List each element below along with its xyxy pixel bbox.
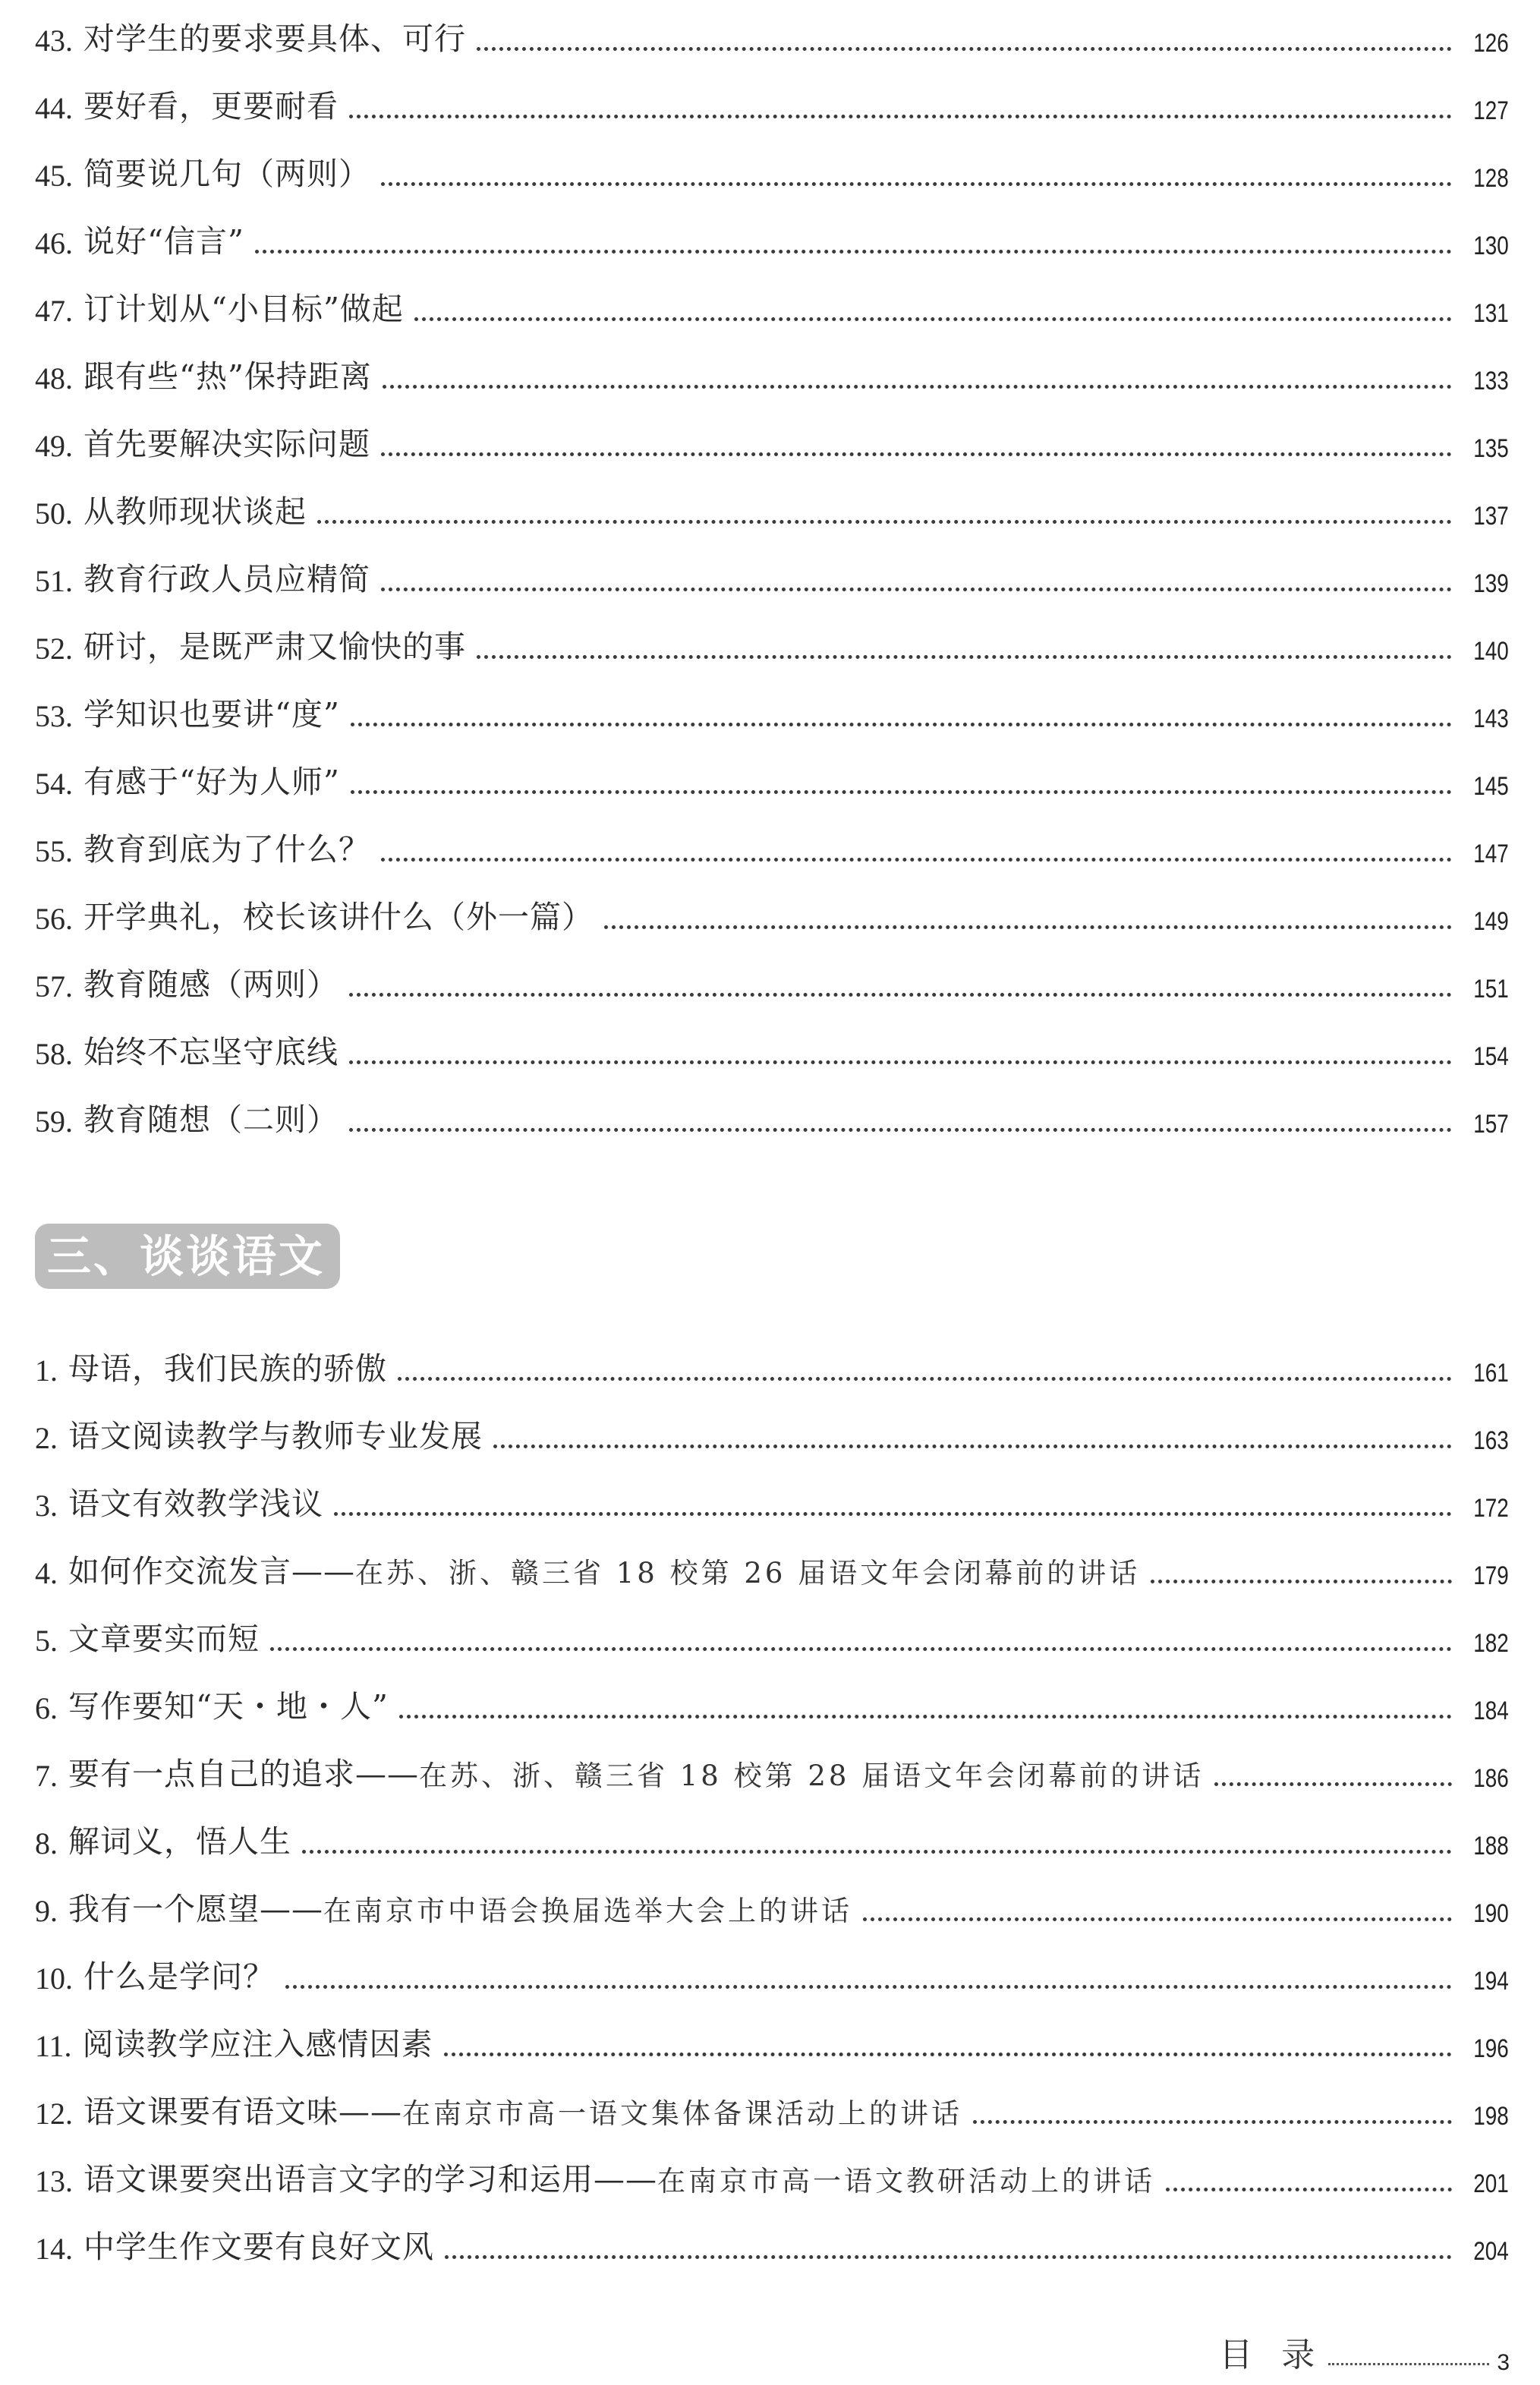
toc-entry-number: 6.	[35, 1691, 58, 1725]
toc-entry-page: 154	[1473, 1042, 1509, 1071]
toc-entry[interactable]	[35, 479, 1509, 547]
footer-dot-leader	[1328, 2363, 1489, 2365]
toc-entry-page: 201	[1473, 2169, 1509, 2198]
toc-entry-page: 128	[1473, 164, 1509, 193]
toc-dot-leader	[285, 1985, 1452, 1989]
toc-entry-page: 172	[1473, 1494, 1509, 1523]
toc-entry-title: 教育行政人员应精简	[83, 561, 370, 597]
toc-entry-page: 126	[1473, 29, 1509, 58]
toc-entry-number: 10.	[35, 1961, 73, 1996]
toc-entry-page: 182	[1473, 1629, 1509, 1658]
toc-dot-leader	[270, 1647, 1452, 1651]
toc-entry-page: 139	[1473, 569, 1509, 598]
toc-entry-title: 对学生的要求要具体、可行	[83, 20, 466, 57]
toc-dot-leader	[477, 655, 1452, 659]
toc-entry-number: 57.	[35, 969, 73, 1003]
toc-dot-leader	[351, 790, 1452, 794]
toc-entry-title: 解词义，悟人生	[68, 1823, 291, 1860]
toc-entry-page: 190	[1473, 1899, 1509, 1928]
toc-entry-number: 5.	[35, 1624, 58, 1658]
toc-entry-title: 中学生作文要有良好文风	[83, 2229, 434, 2265]
toc-dot-leader	[493, 1445, 1452, 1448]
toc-dot-leader	[1151, 1580, 1452, 1583]
toc-dot-leader	[604, 925, 1452, 929]
toc-entry[interactable]	[35, 74, 1509, 141]
toc-entry-title: 母语，我们民族的骄傲	[68, 1350, 387, 1387]
toc-entry-number: 46.	[35, 226, 73, 260]
toc-entry-title: 学知识也要讲“度”	[83, 696, 340, 733]
toc-entry[interactable]	[35, 141, 1509, 209]
toc-entry-title: 我有一个愿望——	[68, 1891, 323, 1927]
toc-entry-number: 52.	[35, 632, 73, 666]
toc-entry-page: 137	[1473, 502, 1509, 531]
toc-entry[interactable]	[35, 2012, 1509, 2079]
toc-dot-leader	[398, 1377, 1452, 1381]
toc-dot-leader	[349, 1128, 1452, 1132]
toc-dot-leader	[381, 588, 1452, 591]
toc-dot-leader	[381, 182, 1452, 186]
toc-dot-leader	[414, 317, 1452, 321]
toc-entry[interactable]	[35, 209, 1509, 276]
toc-dot-leader	[383, 385, 1452, 389]
toc-entry-number: 1.	[35, 1353, 58, 1388]
toc-entry[interactable]	[35, 6, 1509, 74]
toc-entry-number: 44.	[35, 91, 73, 125]
toc-entry-title: 写作要知“天・地・人”	[68, 1688, 389, 1725]
toc-entry-page: 196	[1473, 2034, 1509, 2063]
toc-entry-number: 9.	[35, 1894, 58, 1928]
toc-entry-page: 151	[1473, 975, 1509, 1003]
toc-entry-number: 12.	[35, 2097, 73, 2131]
toc-entry[interactable]	[35, 1741, 1509, 1809]
toc-entry-number: 2.	[35, 1421, 58, 1455]
toc-dot-leader	[477, 47, 1452, 51]
toc-entry-number: 56.	[35, 902, 73, 936]
toc-entry-title: 语文课要有语文味——	[83, 2094, 402, 2130]
toc-dot-leader	[351, 723, 1452, 726]
toc-entry-number: 7.	[35, 1759, 58, 1793]
toc-entry-page: 149	[1473, 907, 1509, 936]
toc-entry-number: 4.	[35, 1556, 58, 1590]
toc-entry-title: 跟有些“热”保持距离	[83, 358, 372, 395]
toc-entry-title: 教育随想（二则）	[83, 1101, 339, 1138]
toc-dot-leader	[1214, 1782, 1452, 1786]
toc-entry[interactable]	[35, 1087, 1509, 1155]
toc-entry-subtitle: 在南京市高一语文集体备课活动上的讲话	[402, 2097, 962, 2130]
toc-entry-page: 143	[1473, 704, 1509, 733]
toc-dot-leader	[381, 452, 1452, 456]
toc-dot-leader	[863, 1917, 1452, 1921]
section-heading: 三、谈谈语文	[35, 1224, 340, 1289]
toc-entry-page: 163	[1473, 1426, 1509, 1455]
toc-entry-title: 阅读教学应注入感情因素	[82, 2026, 433, 2062]
toc-entry[interactable]	[35, 1674, 1509, 1741]
toc-dot-leader	[445, 2255, 1452, 2259]
toc-entry-page: 204	[1473, 2237, 1509, 2266]
toc-dot-leader	[302, 1850, 1452, 1854]
toc-entry-number: 54.	[35, 767, 73, 801]
toc-list-part2	[35, 6, 1509, 1155]
toc-entry-page: 133	[1473, 367, 1509, 395]
toc-entry-title: 文章要实而短	[68, 1621, 260, 1657]
toc-entry-number: 59.	[35, 1104, 73, 1139]
toc-entry-number: 8.	[35, 1826, 58, 1860]
toc-entry-number: 48.	[35, 361, 73, 395]
toc-entry-number: 47.	[35, 294, 73, 328]
toc-entry-number: 14.	[35, 2232, 73, 2266]
toc-dot-leader	[317, 520, 1452, 524]
toc-entry-title: 订计划从“小目标”做起	[83, 291, 404, 327]
toc-entry-title: 语文课要突出语言文字的学习和运用——	[83, 2161, 657, 2198]
footer-page-number: 3	[1497, 2350, 1510, 2375]
toc-entry-number: 51.	[35, 564, 73, 598]
toc-dot-leader	[444, 2053, 1453, 2056]
toc-entry-title: 什么是学问？	[83, 1958, 275, 1995]
toc-entry[interactable]	[35, 1336, 1509, 1404]
toc-entry-title: 有感于“好为人师”	[83, 764, 340, 800]
toc-entry[interactable]	[35, 2147, 1509, 2214]
toc-entry-title: 从教师现状谈起	[83, 493, 307, 530]
toc-entry-title: 说好“信言”	[83, 223, 244, 260]
toc-dot-leader	[334, 1512, 1452, 1516]
toc-entry-page: 198	[1473, 2102, 1509, 2131]
toc-entry[interactable]	[35, 1876, 1509, 1944]
toc-entry-subtitle: 在南京市中语会换届选举大会上的讲话	[323, 1895, 852, 1927]
toc-entry-page: 161	[1473, 1359, 1509, 1388]
toc-entry-title: 开学典礼，校长该讲什么（外一篇）	[83, 899, 594, 935]
toc-entry-title: 教育随感（两则）	[83, 966, 339, 1003]
toc-entry-page: 140	[1473, 637, 1509, 666]
toc-entry[interactable]	[35, 344, 1509, 411]
toc-entry[interactable]	[35, 1404, 1509, 1471]
toc-entry-title: 语文阅读教学与教师专业发展	[68, 1418, 483, 1454]
toc-entry-title: 语文有效教学浅议	[68, 1486, 323, 1522]
toc-entry-number: 53.	[35, 699, 73, 733]
toc-entry-page: 179	[1473, 1561, 1509, 1590]
toc-entry-page: 157	[1473, 1110, 1509, 1139]
toc-entry[interactable]	[35, 1606, 1509, 1674]
toc-entry[interactable]	[35, 1471, 1509, 1539]
toc-entry[interactable]	[35, 276, 1509, 344]
page-footer	[1219, 2330, 1510, 2376]
toc-entry-subtitle: 在苏、浙、赣三省 18 校第 28 届语文年会闭幕前的讲话	[419, 1760, 1205, 1792]
toc-entry[interactable]	[35, 1944, 1509, 2012]
toc-entry-page: 130	[1473, 232, 1509, 260]
toc-entry-page: 186	[1473, 1764, 1509, 1793]
toc-entry-page: 194	[1473, 1967, 1509, 1996]
toc-entry-number: 45.	[35, 159, 73, 193]
toc-dot-leader	[1166, 2188, 1452, 2191]
toc-entry[interactable]	[35, 952, 1509, 1019]
toc-entry-number: 58.	[35, 1037, 73, 1071]
toc-entry[interactable]	[35, 411, 1509, 479]
toc-entry-title: 要有一点自己的追求——	[68, 1756, 419, 1792]
toc-entry-title: 首先要解决实际问题	[83, 426, 370, 462]
toc-entry-page: 131	[1473, 299, 1509, 328]
toc-entry-number: 50.	[35, 496, 73, 531]
toc-dot-leader	[399, 1715, 1452, 1719]
toc-dot-leader	[349, 1060, 1452, 1064]
toc-entry-subtitle: 在苏、浙、赣三省 18 校第 26 届语文年会闭幕前的讲话	[355, 1557, 1141, 1589]
toc-entry-number: 55.	[35, 834, 73, 868]
toc-entry[interactable]	[35, 2079, 1509, 2147]
footer-label: 目录	[1219, 2336, 1344, 2374]
toc-dot-leader	[255, 250, 1452, 254]
toc-entry-title: 要好看，更要耐看	[83, 88, 339, 124]
toc-entry[interactable]	[35, 682, 1509, 749]
toc-entry-number: 13.	[35, 2164, 73, 2198]
toc-entry-number: 3.	[35, 1489, 58, 1523]
toc-entry-title: 教育到底为了什么？	[83, 831, 370, 868]
toc-dot-leader	[349, 115, 1452, 118]
toc-entry-page: 147	[1473, 840, 1509, 868]
toc-entry[interactable]	[35, 749, 1509, 817]
toc-entry-page: 145	[1473, 772, 1509, 801]
toc-entry-number: 49.	[35, 429, 73, 463]
toc-entry-page: 135	[1473, 434, 1509, 463]
toc-entry-number: 43.	[35, 24, 73, 58]
toc-dot-leader	[349, 993, 1452, 997]
toc-dot-leader	[381, 858, 1452, 862]
toc-entry-page: 188	[1473, 1832, 1509, 1860]
toc-entry[interactable]	[35, 1539, 1509, 1606]
toc-entry[interactable]	[35, 817, 1509, 884]
toc-entry[interactable]	[35, 1809, 1509, 1876]
toc-entry[interactable]	[35, 1019, 1509, 1087]
toc-entry-title: 如何作交流发言——	[68, 1553, 355, 1589]
toc-entry[interactable]	[35, 547, 1509, 614]
toc-list-section3	[35, 1336, 1509, 2282]
toc-entry-title: 简要说几句（两则）	[83, 156, 370, 192]
toc-entry-page: 127	[1473, 96, 1509, 125]
toc-entry[interactable]	[35, 884, 1509, 952]
toc-entry-title: 始终不忘坚守底线	[83, 1034, 339, 1070]
toc-entry-title: 研讨，是既严肃又愉快的事	[83, 629, 466, 665]
toc-entry-number: 11.	[35, 2029, 72, 2063]
toc-entry[interactable]	[35, 614, 1509, 682]
toc-dot-leader	[973, 2120, 1452, 2124]
toc-entry[interactable]	[35, 2214, 1509, 2282]
toc-entry-page: 184	[1473, 1697, 1509, 1725]
toc-entry-subtitle: 在南京市高一语文教研活动上的讲话	[657, 2165, 1155, 2198]
